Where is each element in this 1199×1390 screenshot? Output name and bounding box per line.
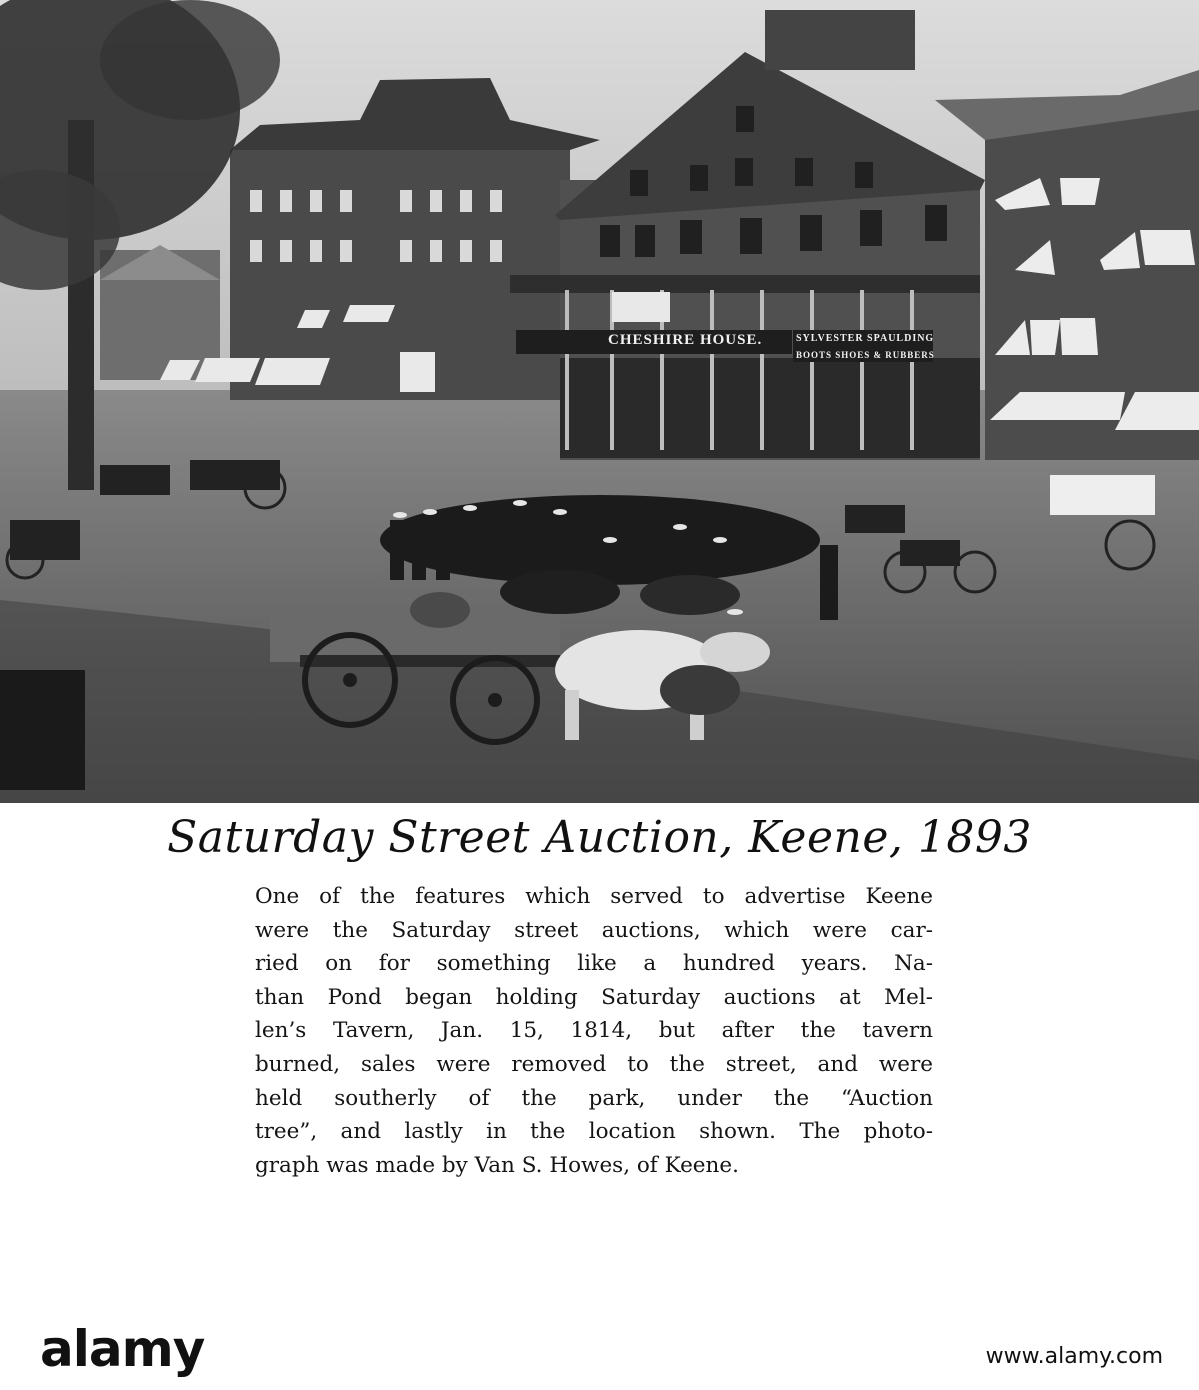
caption-line: tree”, and lastly in the location shown. The photo- — [255, 1119, 933, 1145]
alamy-logo-text: alamy — [40, 1320, 205, 1378]
caption-line: were the Saturday street auctions, which were car- — [255, 917, 933, 943]
carriage-left-foreground — [0, 670, 85, 790]
covered-wagon — [1050, 475, 1155, 515]
caption-line: graph was made by Van S. Howes, of Keene. — [255, 1152, 739, 1178]
caption-line: held southerly of the park, under the “Auction — [255, 1085, 933, 1111]
caption-line: ried on for something like a hundred years. Na- — [255, 951, 933, 977]
caption-title: Saturday Street Auction, Keene, 1893 — [167, 812, 1032, 863]
caption-line: One of the features which served to advertise Keene — [255, 884, 933, 909]
cheshire-house-sign: CHESHIRE HOUSE. — [608, 332, 763, 348]
caption-line: len’s Tavern, Jan. 15, 1814, but after the tavern — [255, 1018, 933, 1044]
boots-shoes-sign: BOOTS SHOES & RUBBERS — [796, 350, 935, 360]
caption-line: burned, sales were removed to the street, and were — [255, 1051, 933, 1077]
caption-body — [255, 880, 933, 1182]
spaulding-sign: SYLVESTER SPAULDING — [796, 333, 935, 344]
alamy-url: www.alamy.com — [985, 1344, 1163, 1369]
alamy-logo — [40, 1320, 204, 1378]
caption-line: than Pond began holding Saturday auctions at Mel- — [255, 984, 933, 1010]
